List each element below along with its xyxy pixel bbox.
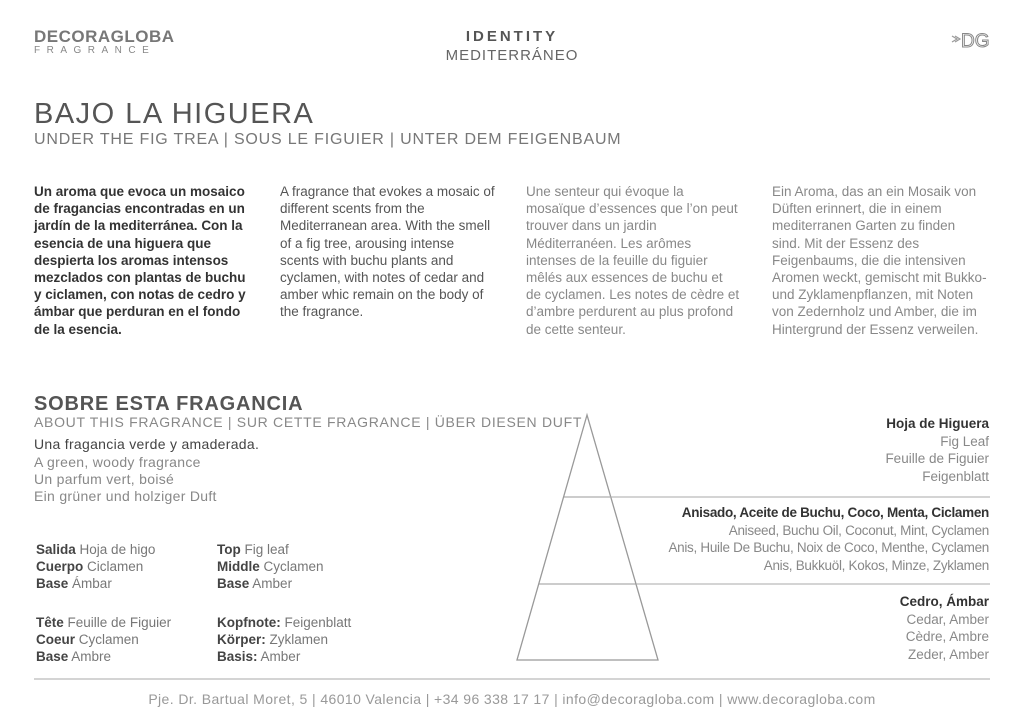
note-row: Salida Hoja de higo bbox=[36, 542, 156, 557]
description-english: A green, woody fragrance bbox=[34, 454, 201, 470]
fragrance-subtitle: UNDER THE FIG TREA | SOUS LE FIGUIER | UNTER DEM FEIGENBAUM bbox=[34, 131, 622, 148]
pyramid-top-notes bbox=[885, 415, 989, 485]
note-row: Middle Cyclamen bbox=[217, 559, 324, 575]
intro-french: Une senteur qui évoque la mosaïque d’essences que l’on peut trouver dans un jardin Méditerranéen. Les arômes intenses de la feuille du figuier mêlés aux essences de buchu et de cyclamen. Les notes de cèdre et d’ambre perdurent au plus profond de cette senteur. bbox=[526, 184, 740, 337]
intro-german: Ein Aroma, das an ein Mosaik von Düften erinnert, die in einem mediterranen Garten zu finden sind. Mit der Essenz des Feigenbaums, die die intensiven Aromen weckt, gemischt mit Bukko- und Zyklamenpflanzen, mit Noten von Zedernholz und Amber, die im Hintergrund der Essenz verweilen. bbox=[772, 184, 987, 337]
note-row: Tête Feuille de Figuier bbox=[36, 615, 172, 630]
pyramid-middle-notes bbox=[668, 504, 989, 574]
collection-name: MEDITERRÁNEO bbox=[445, 47, 579, 64]
middle-note-german: Anis, Bukkuöl, Kokos, Minze, Zyklamen bbox=[763, 557, 989, 573]
middle-note-english: Aniseed, Buchu Oil, Coconut, Mint, Cyclamen bbox=[728, 522, 989, 538]
note-row: Coeur Cyclamen bbox=[36, 632, 139, 648]
pyramid-base-notes bbox=[900, 593, 989, 663]
top-note-spanish: Hoja de Higuera bbox=[886, 416, 989, 431]
middle-note-french: Anis, Huile De Buchu, Noix de Coco, Menthe, Cyclamen bbox=[668, 540, 989, 555]
dg-logo-icon bbox=[950, 28, 996, 52]
about-subtitle: ABOUT THIS FRAGRANCE | SUR CETTE FRAGRANCE | ÜBER DIESEN DUFT bbox=[34, 414, 583, 430]
svg-text:DG: DG bbox=[961, 31, 990, 52]
note-row: Base Ámbar bbox=[36, 576, 112, 592]
notes-german bbox=[217, 614, 351, 666]
note-row: Top Fig leaf bbox=[217, 542, 289, 557]
note-row: Base Amber bbox=[217, 576, 293, 592]
pyramid-triangle bbox=[517, 415, 658, 660]
description-german: Ein grüner und holziger Duft bbox=[34, 488, 217, 504]
notes-english bbox=[217, 541, 324, 593]
base-note-spanish: Cedro, Ámbar bbox=[899, 594, 989, 609]
description-spanish: Una fragancia verde y amaderada. bbox=[34, 436, 260, 452]
note-row: Base Ambre bbox=[36, 649, 112, 665]
top-note-french: Feuille de Figuier bbox=[885, 451, 989, 466]
notes-french bbox=[36, 614, 171, 666]
brand-subtitle: FRAGRANCE bbox=[34, 45, 156, 56]
top-note-german: Feigenblatt bbox=[922, 468, 989, 484]
intro-english: A fragrance that evokes a mosaic of different scents from the Mediterranean area. With the smell of a fig tree, arousing intense scents with buchu plants and cyclamen, with notes of cedar and amber whic remain on the body of the fragrance. bbox=[280, 184, 495, 320]
top-note-english: Fig Leaf bbox=[940, 433, 989, 449]
intro-spanish: Un aroma que evoca un mosaico de fragancias encontradas en un jardín de la mediterránea. Con la esencia de una higuera que despierta los aromas intensos mezclados con plantas de buchu y ciclamen, con notas de cedro y ámbar que perduran en el fondo de la esencia. bbox=[34, 184, 246, 337]
footer-contact: Pje. Dr. Bartual Moret, 5 | 46010 Valencia | +34 96 338 17 17 | info@decoragloba.com | www.decoragloba.com bbox=[148, 691, 876, 707]
notes-spanish bbox=[36, 541, 155, 593]
note-row: Körper: Zyklamen bbox=[217, 632, 329, 648]
about-title: SOBRE ESTA FRAGANCIA bbox=[34, 393, 304, 415]
base-note-english: Cedar, Amber bbox=[906, 611, 989, 627]
base-note-german: Zeder, Amber bbox=[907, 646, 989, 662]
note-row: Kopfnote: Feigenblatt bbox=[217, 615, 352, 630]
middle-note-spanish: Anisado, Aceite de Buchu, Coco, Menta, Ciclamen bbox=[681, 505, 989, 520]
fragrance-title: BAJO LA HIGUERA bbox=[34, 98, 315, 130]
collection-title: IDENTITY bbox=[465, 28, 559, 45]
base-note-french: Cèdre, Ambre bbox=[905, 629, 989, 644]
brand-name: DECORAGLOBA bbox=[34, 27, 175, 46]
note-row: Basis: Amber bbox=[217, 649, 301, 665]
description-french: Un parfum vert, boisé bbox=[34, 471, 175, 487]
note-row: Cuerpo Ciclamen bbox=[36, 559, 144, 575]
